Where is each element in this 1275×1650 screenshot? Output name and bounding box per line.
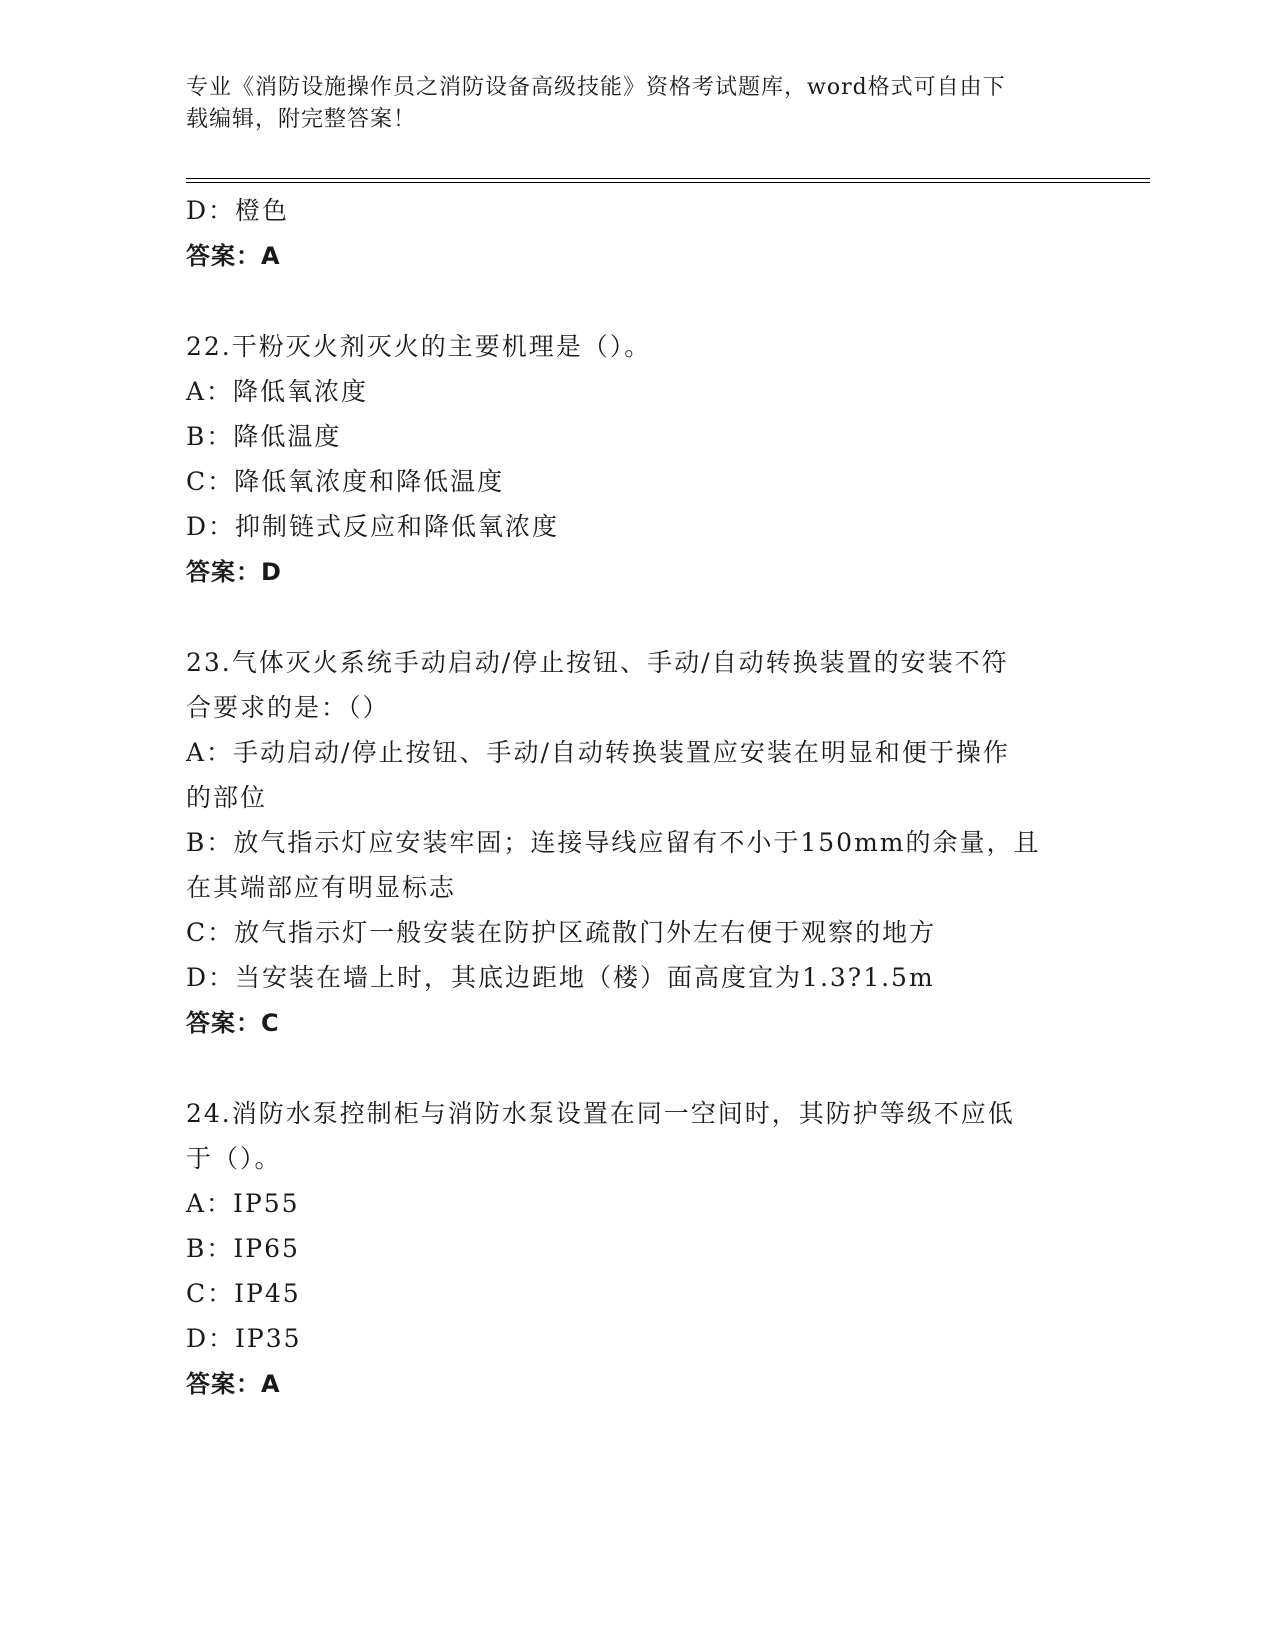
header-line-2: 载编辑，附完整答案！ — [186, 107, 417, 132]
header-divider-thick — [186, 182, 1150, 183]
question-stem: 22.干粉灭火剂灭火的主要机理是（）。 — [186, 332, 652, 361]
option-d: D：抑制链式反应和降低氧浓度 — [186, 512, 560, 541]
question-stem: 24.消防水泵控制柜与消防水泵设置在同一空间时，其防护等级不应低 — [186, 1099, 1015, 1128]
question-23 — [186, 640, 1066, 1046]
option-d: D：当安装在墙上时，其底边距地（楼）面高度宜为1.3?1.5m — [186, 963, 935, 992]
question-stem-continued: 合要求的是：（） — [186, 693, 390, 722]
header-divider-thin — [186, 178, 1150, 179]
option-b: B：放气指示灯应安装牢固；连接导线应留有不小于150mm的余量，且 — [186, 828, 1041, 857]
question-stem-continued: 于（）。 — [186, 1144, 282, 1173]
spacer — [186, 279, 1066, 324]
option-a: A：降低氧浓度 — [186, 377, 369, 406]
option-b-continued: 在其端部应有明显标志 — [186, 873, 457, 902]
answer-line: 答案：D — [186, 558, 282, 586]
question-24 — [186, 1091, 1066, 1407]
option-a: A：IP55 — [186, 1189, 300, 1218]
question-content — [186, 188, 1066, 1407]
question-stem: 23.气体灭火系统手动启动/停止按钮、手动/自动转换装置的安装不符 — [186, 648, 1009, 677]
option-c: C：IP45 — [186, 1279, 301, 1308]
spacer — [186, 1046, 1066, 1091]
header-line-1: 专业《消防设施操作员之消防设备高级技能》资格考试题库，word格式可自由下 — [186, 75, 1006, 100]
option-b: B：IP65 — [186, 1234, 300, 1263]
option-d: D：IP35 — [186, 1324, 302, 1353]
answer-line: 答案：C — [186, 1009, 280, 1037]
document-header — [186, 72, 1066, 136]
option-c: C：放气指示灯一般安装在防护区疏散门外左右便于观察的地方 — [186, 918, 937, 947]
option-c: C：降低氧浓度和降低温度 — [186, 467, 505, 496]
spacer — [186, 595, 1066, 640]
option-b: B：降低温度 — [186, 422, 342, 451]
answer-line: 答案：A — [186, 1370, 281, 1398]
answer-line: 答案：A — [186, 242, 281, 270]
option-a-continued: 的部位 — [186, 783, 268, 812]
option-a: A：手动启动/停止按钮、手动/自动转换装置应安装在明显和便于操作 — [186, 738, 1010, 767]
previous-question-tail — [186, 188, 1066, 279]
question-22 — [186, 324, 1066, 595]
option-d: D：橙色 — [186, 196, 290, 225]
